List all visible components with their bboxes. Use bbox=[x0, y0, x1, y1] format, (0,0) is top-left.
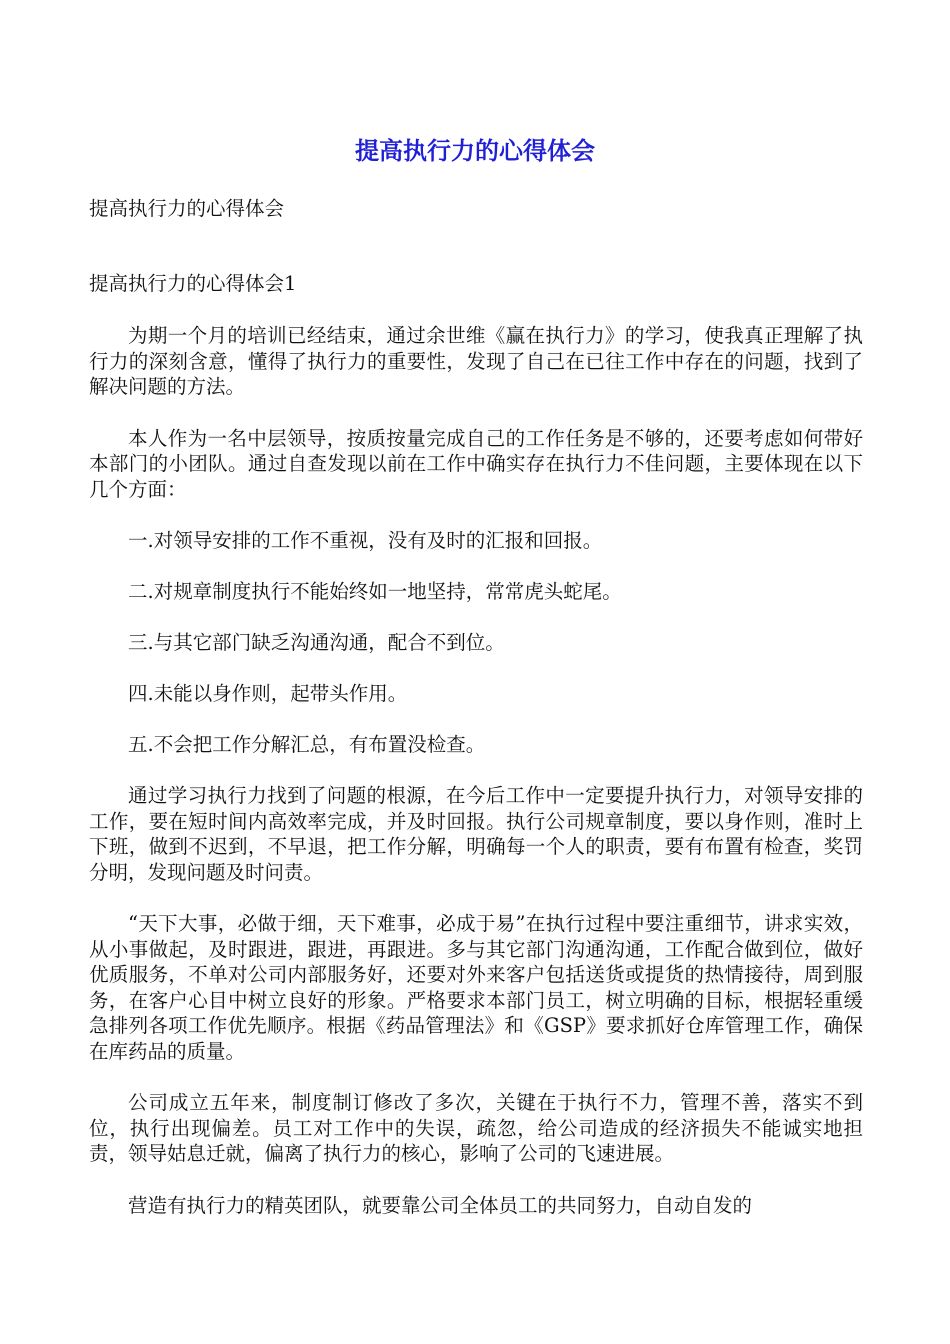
paragraph: 为期一个月的培训已经结束，通过余世维《赢在执行力》的学习，使我真正理解了执行力的深刻含意，懂得了执行力的重要性，发现了自己在已往工作中存在的问题，找到了解决问题的方法。 bbox=[89, 324, 863, 398]
section-heading: 提高执行力的心得体会1 bbox=[89, 271, 297, 295]
list-item: 一.对领导安排的工作不重视，没有及时的汇报和回报。 bbox=[128, 529, 603, 552]
list-item: 二.对规章制度执行不能始终如一地坚持，常常虎头蛇尾。 bbox=[128, 580, 622, 603]
paragraph: 公司成立五年来，制度制订修改了多次，关键在于执行不力，管理不善，落实不到位，执行出现偏差。员工对工作中的失误，疏忽，给公司造成的经济损失不能诚实地担责，领导姑息迁就，偏离了执行力的核心，影响了公司的飞速进展。 bbox=[89, 1091, 863, 1165]
document-subtitle: 提高执行力的心得体会 bbox=[89, 197, 285, 220]
paragraph: “天下大事，必做于细，天下难事，必成于易”在执行过程中要注重细节，讲求实效，从小事做起，及时跟进，跟进，再跟进。多与其它部门沟通沟通，工作配合做到位，做好优质服务，不单对公司内部服务好，还要对外来客户包括送货或提货的热情接待，周到服务，在客户心目中树立良好的形象。严格要求本部门员工，树立明确的目标，根据轻重缓急排列各项工作优先顺序。根据《药品管理法》和《GSP》要求抓好仓库管理工作，确保在库药品的质量。 bbox=[89, 912, 863, 1063]
paragraph: 通过学习执行力找到了问题的根源，在今后工作中一定要提升执行力，对领导安排的工作，要在短时间内高效率完成，并及时回报。执行公司规章制度，要以身作则，准时上下班，做到不迟到，不早退，把工作分解，明确每一个人的职责，要有布置有检查，奖罚分明，发现问题及时问责。 bbox=[89, 784, 863, 884]
list-item: 四.未能以身作则，起带头作用。 bbox=[128, 682, 408, 705]
paragraph: 本人作为一名中层领导，按质按量完成自己的工作任务是不够的，还要考虑如何带好本部门的小团队。通过自查发现以前在工作中确实存在执行力不佳问题，主要体现在以下几个方面： bbox=[89, 426, 863, 501]
list-item: 三.与其它部门缺乏沟通沟通，配合不到位。 bbox=[128, 631, 505, 654]
list-item: 五.不会把工作分解汇总，有布置没检查。 bbox=[128, 733, 486, 756]
document-body bbox=[89, 196, 863, 1244]
document-title: 提高执行力的心得体会 bbox=[355, 137, 595, 165]
paragraph: 营造有执行力的精英团队，就要靠公司全体员工的共同努力，自动自发的 bbox=[128, 1193, 753, 1217]
